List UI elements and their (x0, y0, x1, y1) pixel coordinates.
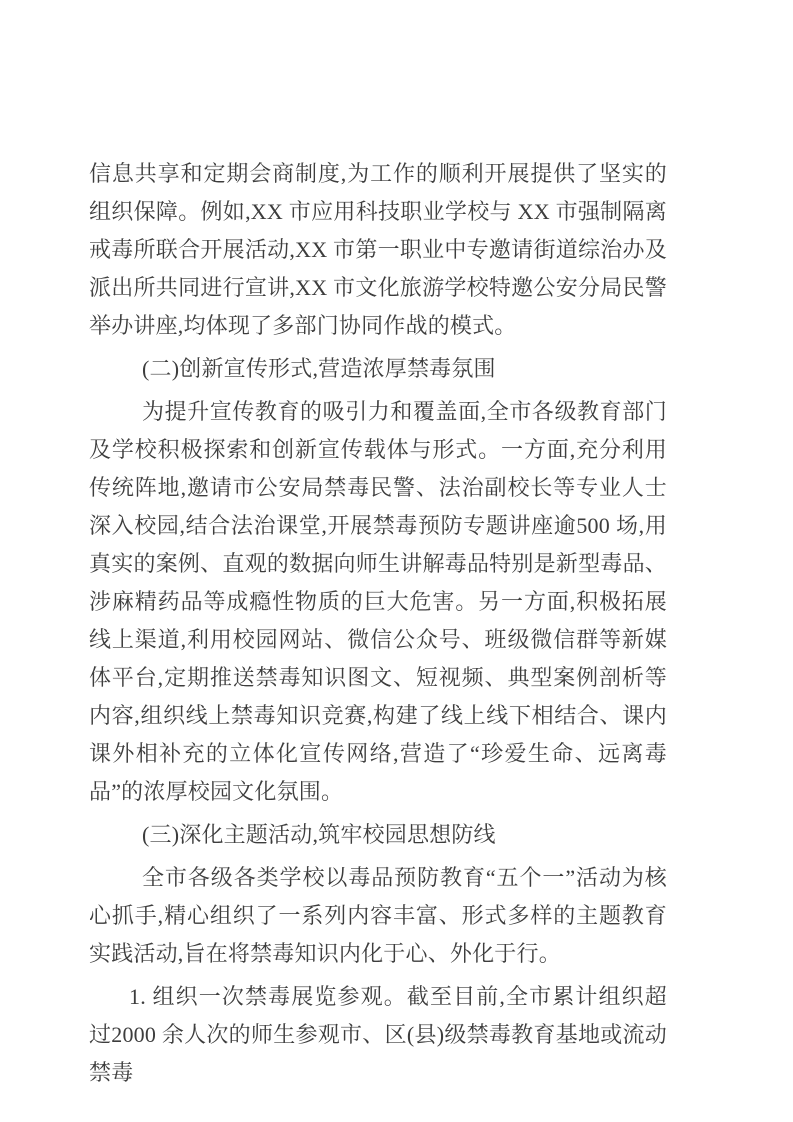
section-heading-3: (三)深化主题活动,筑牢校园思想防线 (142, 822, 496, 847)
body-paragraph-publicity: 为提升宣传教育的吸引力和覆盖面,全市各级教育部门及学校积极探索和创新宣传载体与形式。一方面,充分利用传统阵地,邀请市公安局禁毒民警、法治副校长等专业人士深入校园,结合法治课堂,开展禁毒预防专题讲座逾500 场,用真实的案例、直观的数据向师生讲解毒品特别是新型毒品、涉麻精药品等成瘾性物质的巨大危害。另一方面,积极拓展线上渠道,利用校园网站、微信公众号、班级微信群等新媒体平台,定期推送禁毒知识图文、短视频、典型案例剖析等内容,组织线上禁毒知识竞赛,构建了线上线下相结合、课内课外相补充的立体化宣传网络,营造了“珍爱生命、远离毒品”的浓厚校园文化氛围。 (89, 399, 667, 804)
body-paragraph-theme-activities: 全市各级各类学校以毒品预防教育“五个一”活动为核心抓手,精心组织了一系列内容丰富、形式多样的主题教育实践活动,旨在将禁毒知识内化于心、外化于行。 (89, 865, 667, 966)
numbered-paragraph-exhibition-visit: 1. 组织一次禁毒展览参观。截至目前,全市累计组织超过2000 余人次的师生参观市、区(县)级禁毒教育基地或流动禁毒 (89, 984, 667, 1085)
section-heading-2: (二)创新宣传形式,营造浓厚禁毒氛围 (142, 356, 496, 381)
paragraph-continuation: 信息共享和定期会商制度,为工作的顺利开展提供了坚实的组织保障。例如,XX 市应用科技职业学校与 XX 市强制隔离戒毒所联合开展活动,XX 市第一职业中专邀请街道综治办及派出所共同进行宣讲,XX 市文化旅游学校特邀公安分局民警举办讲座,均体现了多部门协同作战的模式。 (89, 161, 667, 338)
document-body (89, 155, 667, 1097)
